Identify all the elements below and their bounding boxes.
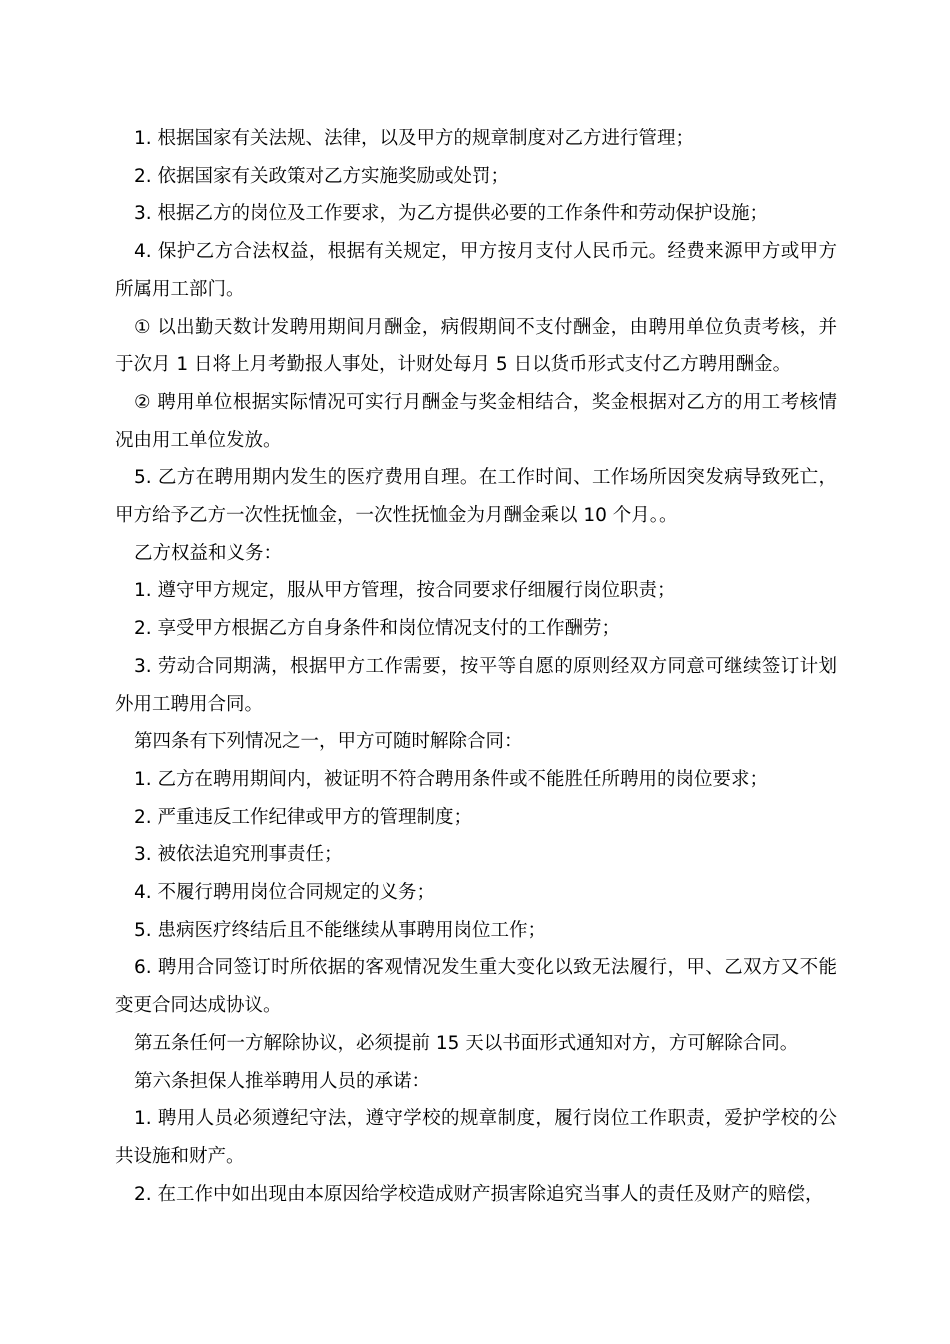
- paragraph-2: 2. 依据国家有关政策对乙方实施奖励或处罚；: [134, 165, 510, 187]
- paragraph-14: 2. 严重违反工作纪律或甲方的管理制度；: [134, 806, 473, 828]
- paragraph-6: ② 聘用单位根据实际情况可实行月酬金与奖金相结合，奖金根据对乙方的用工考核情况由用工单位发放。: [115, 391, 837, 451]
- paragraph-16: 4. 不履行聘用岗位合同规定的义务；: [134, 882, 436, 904]
- paragraph-4: 4. 保护乙方合法权益，根据有关规定，甲方按月支付人民币元。经费来源甲方或甲方所属用工部门。: [115, 241, 837, 300]
- paragraph-11: 3. 劳动合同期满，根据甲方工作需要，按平等自愿的原则经双方同意可继续签订计划外用工聘用合同。: [115, 655, 837, 715]
- section-heading-article-4: 第四条有下列情况之一，甲方可随时解除合同：: [134, 731, 523, 753]
- section-heading-article-5: 第五条任何一方解除协议，必须提前 15 天以书面形式通知对方，方可解除合同。: [134, 1032, 799, 1054]
- paragraph-17: 5. 患病医疗终结后且不能继续从事聘用岗位工作；: [134, 919, 547, 941]
- paragraph-13: 1. 乙方在聘用期间内，被证明不符合聘用条件或不能胜任所聘用的岗位要求；: [134, 768, 769, 790]
- document-body: [115, 120, 837, 1213]
- paragraph-7: 5. 乙方在聘用期内发生的医疗费用自理。在工作时间、工作场所因突发病导致死亡，甲方给予乙方一次性抚恤金，一次性抚恤金为月酬金乘以 10 个月。。: [115, 467, 837, 527]
- section-heading-party-b-rights: 乙方权益和义务：: [134, 542, 283, 564]
- paragraph-10: 2. 享受甲方根据乙方自身条件和岗位情况支付的工作酬劳；: [134, 618, 621, 640]
- paragraph-21: 1. 聘用人员必须遵纪守法，遵守学校的规章制度，履行岗位工作职责，爱护学校的公共设施和财产。: [115, 1108, 837, 1167]
- paragraph-5: ① 以出勤天数计发聘用期间月酬金，病假期间不支付酬金，由聘用单位负责考核，并于次月 1 日将上月考勤报人事处，计财处每月 5 日以货币形式支付乙方聘用酬金。: [115, 316, 837, 376]
- paragraph-22: 2. 在工作中如出现由本原因给学校造成财产损害除追究当事人的责任及财产的赔偿，: [134, 1183, 824, 1205]
- paragraph-18: 6. 聘用合同签订时所依据的客观情况发生重大变化以致无法履行，甲、乙双方又不能变更合同达成协议。: [115, 957, 837, 1017]
- paragraph-3: 3. 根据乙方的岗位及工作要求，为乙方提供必要的工作条件和劳动保护设施；: [134, 203, 769, 225]
- paragraph-1: 1. 根据国家有关法规、法律，以及甲方的规章制度对乙方进行管理；: [134, 128, 695, 149]
- paragraph-15: 3. 被依法追究刑事责任；: [134, 844, 343, 866]
- paragraph-9: 1. 遵守甲方规定，服从甲方管理，按合同要求仔细履行岗位职责；: [134, 580, 676, 602]
- section-heading-article-6: 第六条担保人推举聘用人员的承诺：: [134, 1070, 431, 1092]
